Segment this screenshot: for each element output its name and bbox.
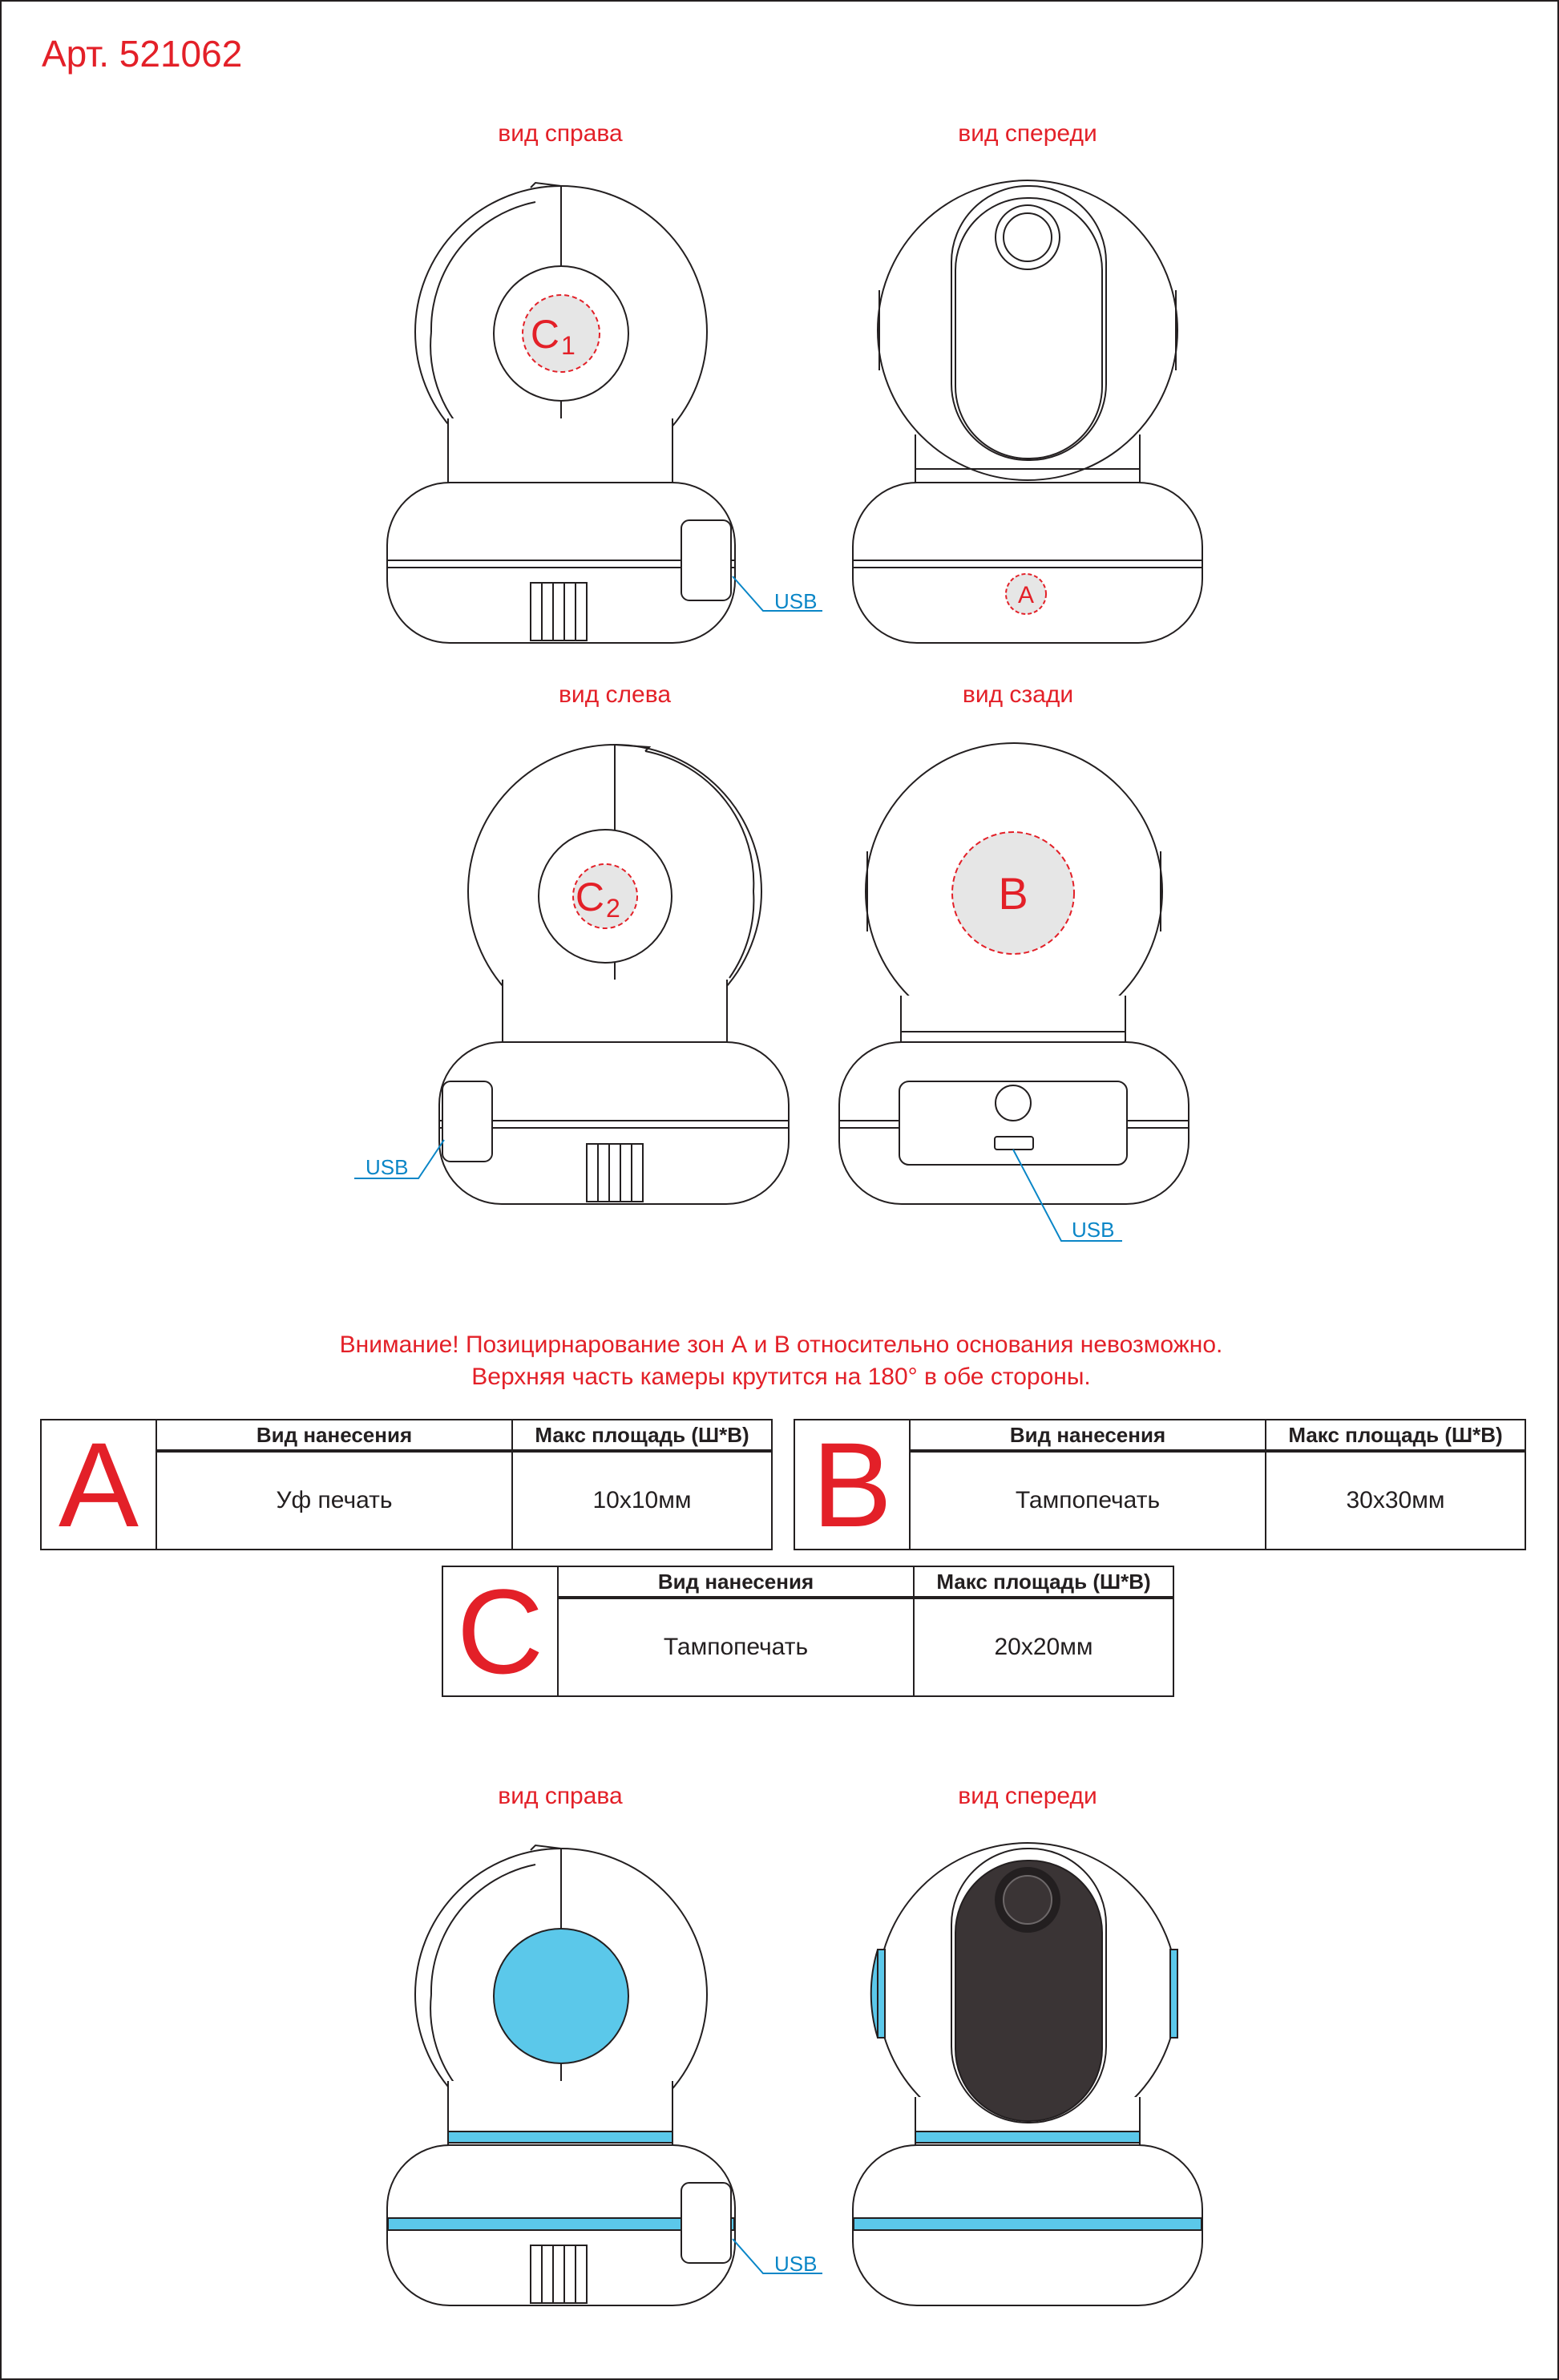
zone-c2-label: C: [575, 875, 604, 919]
label-view-front-color: вид спереди: [958, 1783, 1097, 1809]
spec-b-method: Тампопечать: [1015, 1487, 1161, 1513]
spec-letter-c: C: [443, 1567, 559, 1695]
spec-a-method: Уф печать: [276, 1487, 393, 1513]
warning-line-2: Верхняя часть камеры крутится на 180° в обе стороны.: [471, 1364, 1091, 1390]
vent-grille-colored: [531, 2245, 587, 2303]
camera-left-view: [354, 745, 789, 1204]
spec-table-b: [794, 1419, 1526, 1550]
camera-front-view: [853, 180, 1202, 643]
spec-b-size: 30x30мм: [1346, 1487, 1445, 1513]
usb-label-right: USB: [774, 589, 818, 613]
usb-label-left: USB: [366, 1155, 409, 1179]
label-view-right: вид справа: [498, 120, 623, 147]
camera-right-view: [387, 183, 822, 643]
spec-a-method-header: Вид нанесения: [157, 1420, 511, 1453]
spec-c-size-header: Макс площадь (Ш*В): [915, 1567, 1173, 1599]
zone-c2-subscript: 2: [606, 894, 620, 923]
spec-table-a: [40, 1419, 773, 1550]
side-disc-blue: [494, 1929, 628, 2063]
spec-b-size-header: Макс площадь (Ш*В): [1266, 1420, 1525, 1453]
label-view-front: вид спереди: [958, 120, 1097, 147]
usb-label-right-colored: USB: [774, 2252, 818, 2276]
spec-a-size-header: Макс площадь (Ш*В): [513, 1420, 771, 1453]
article-number: Арт. 521062: [42, 33, 243, 75]
vent-grille: [531, 583, 587, 640]
spec-table-c: [442, 1566, 1174, 1697]
zone-c1-subscript: 1: [561, 331, 576, 360]
label-view-left: вид слева: [558, 681, 672, 708]
spec-letter-a: A: [42, 1420, 157, 1549]
camera-front-view-colored: [853, 1843, 1202, 2305]
camera-drawings: [2, 2, 1559, 2380]
spec-a-size: 10x10мм: [592, 1487, 692, 1513]
spec-c-size: 20x20мм: [994, 1634, 1093, 1660]
spec-c-method: Тампопечать: [663, 1634, 809, 1660]
zone-a-label: A: [1017, 582, 1035, 608]
camera-back-view: [839, 743, 1189, 1242]
warning-note: [2, 1329, 1559, 1393]
spec-letter-b: B: [795, 1420, 911, 1549]
spec-c-method-header: Вид нанесения: [559, 1567, 913, 1599]
label-view-back: вид сзади: [962, 681, 1074, 708]
zone-b-label: B: [998, 868, 1028, 919]
usb-label-back: USB: [1072, 1218, 1115, 1242]
spec-b-method-header: Вид нанесения: [911, 1420, 1265, 1453]
camera-right-view-colored: [387, 1845, 822, 2305]
label-view-right-color: вид справа: [498, 1783, 623, 1809]
vent-grille-left: [587, 1144, 643, 1202]
zone-c1-label: C: [530, 312, 559, 357]
warning-line-1: Внимание! Позицирнарование зон А и В относительно основания невозможно.: [339, 1331, 1223, 1358]
